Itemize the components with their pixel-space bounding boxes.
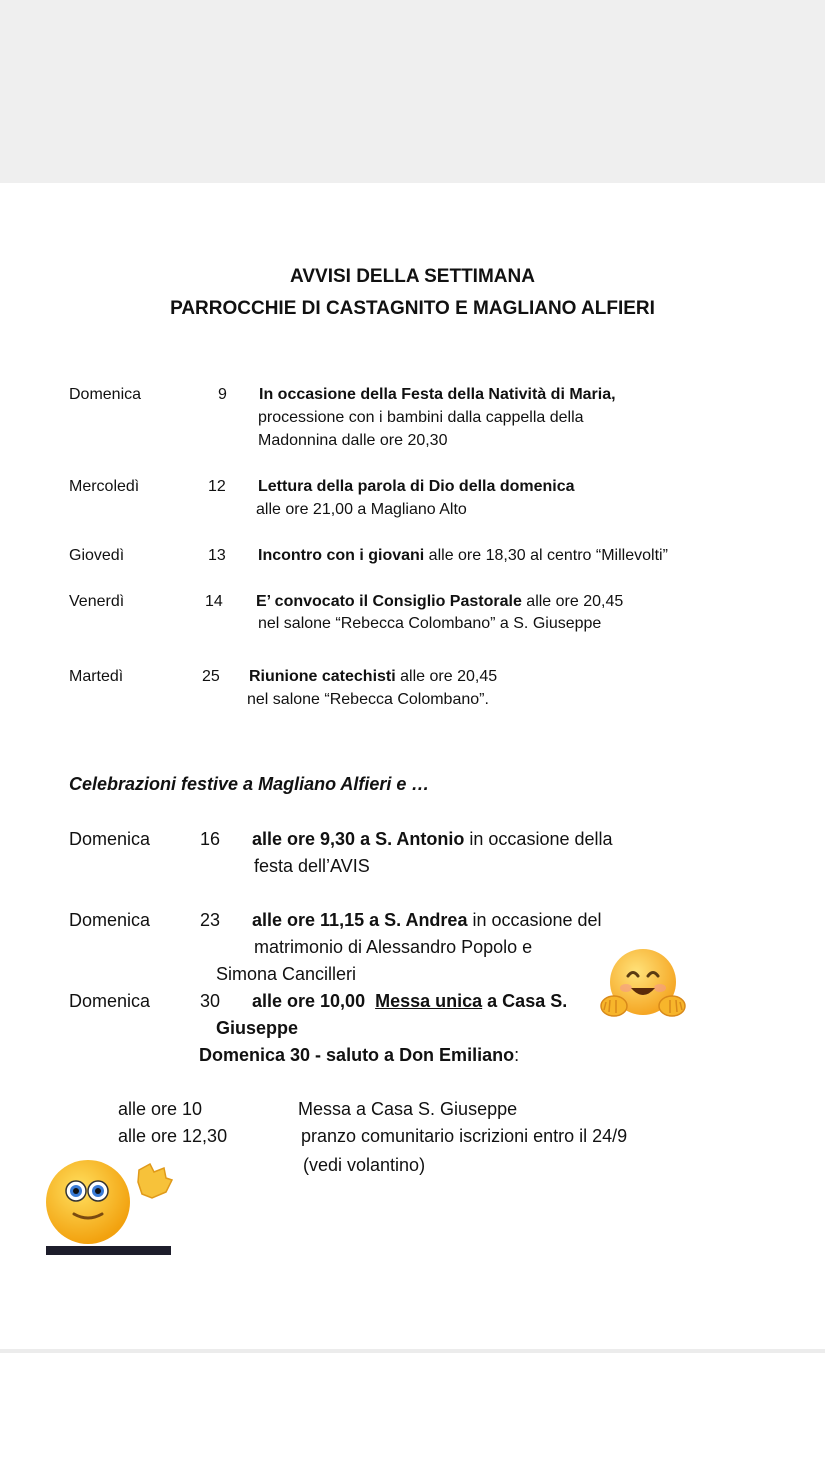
page-title: AVVISI DELLA SETTIMANA	[290, 266, 535, 287]
notice-text: Riunione catechisti alle ore 20,45	[249, 668, 498, 685]
page-subtitle: PARROCCHIE DI CASTAGNITO E MAGLIANO ALFIERI	[170, 298, 655, 319]
notice-day: Domenica	[69, 386, 142, 403]
waving-hand-emoji-icon	[44, 1158, 174, 1258]
notice-date: 9	[218, 386, 227, 403]
notice-text-line: alle ore 21,00 a Magliano Alto	[256, 501, 467, 518]
celebration-text: alle ore 9,30 a S. Antonio in occasione della	[252, 829, 613, 849]
notice-date: 25	[202, 668, 220, 685]
notice-text-line: nel salone “Rebecca Colombano”.	[247, 691, 489, 708]
celebration-text-line: matrimonio di Alessandro Popolo e	[254, 937, 533, 957]
celebration-date: 23	[200, 910, 221, 930]
celebration-day: Domenica	[69, 910, 151, 930]
celebration-day: Domenica	[69, 991, 151, 1011]
celebration-text: alle ore 11,15 a S. Andrea in occasione del	[252, 910, 602, 930]
notice-day: Martedì	[69, 668, 124, 685]
notice-date: 14	[205, 593, 223, 610]
celebration-date: 30	[200, 991, 221, 1011]
notice-date: 12	[208, 478, 226, 495]
celebration-day: Domenica	[69, 829, 151, 849]
notice-day: Venerdì	[69, 593, 125, 610]
notice-text: Incontro con i giovani alle ore 18,30 al centro “Millevolti”	[258, 547, 668, 564]
notice-day: Mercoledì	[69, 478, 140, 495]
schedule-time: alle ore 10	[118, 1099, 203, 1119]
notice-text-line: Madonnina dalle ore 20,30	[258, 432, 448, 449]
notice-text: In occasione della Festa della Natività di Maria,	[259, 386, 616, 403]
smiling-hug-emoji-icon	[600, 944, 686, 1024]
schedule-desc: Messa a Casa S. Giuseppe	[298, 1099, 518, 1119]
celebrations-heading: Celebrazioni festive a Magliano Alfieri e …	[69, 774, 430, 794]
celebration-date: 16	[200, 829, 221, 849]
celebration-text-line: festa dell’AVIS	[254, 856, 370, 876]
celebration-text: alle ore 10,00 Messa unica a Casa S.	[252, 991, 568, 1011]
top-gray-band	[0, 0, 825, 183]
schedule-desc-line: (vedi volantino)	[303, 1155, 426, 1175]
notice-day: Giovedì	[69, 547, 125, 564]
celebration-text-line: Giuseppe	[216, 1018, 299, 1038]
schedule-desc: pranzo comunitario iscrizioni entro il 24/9	[301, 1126, 628, 1146]
bottom-divider	[0, 1349, 825, 1353]
farewell-heading: Domenica 30 - saluto a Don Emiliano:	[199, 1045, 520, 1065]
notice-text: Lettura della parola di Dio della domenica	[258, 478, 575, 495]
notice-text-line: nel salone “Rebecca Colombano” a S. Giuseppe	[258, 615, 602, 632]
notice-text-line: processione con i bambini dalla cappella della	[258, 409, 584, 426]
schedule-time: alle ore 12,30	[118, 1126, 228, 1146]
celebration-text-line: Simona Cancilleri	[216, 964, 357, 984]
notice-date: 13	[208, 547, 226, 564]
notice-text: E’ convocato il Consiglio Pastorale alle ore 20,45	[256, 593, 624, 610]
